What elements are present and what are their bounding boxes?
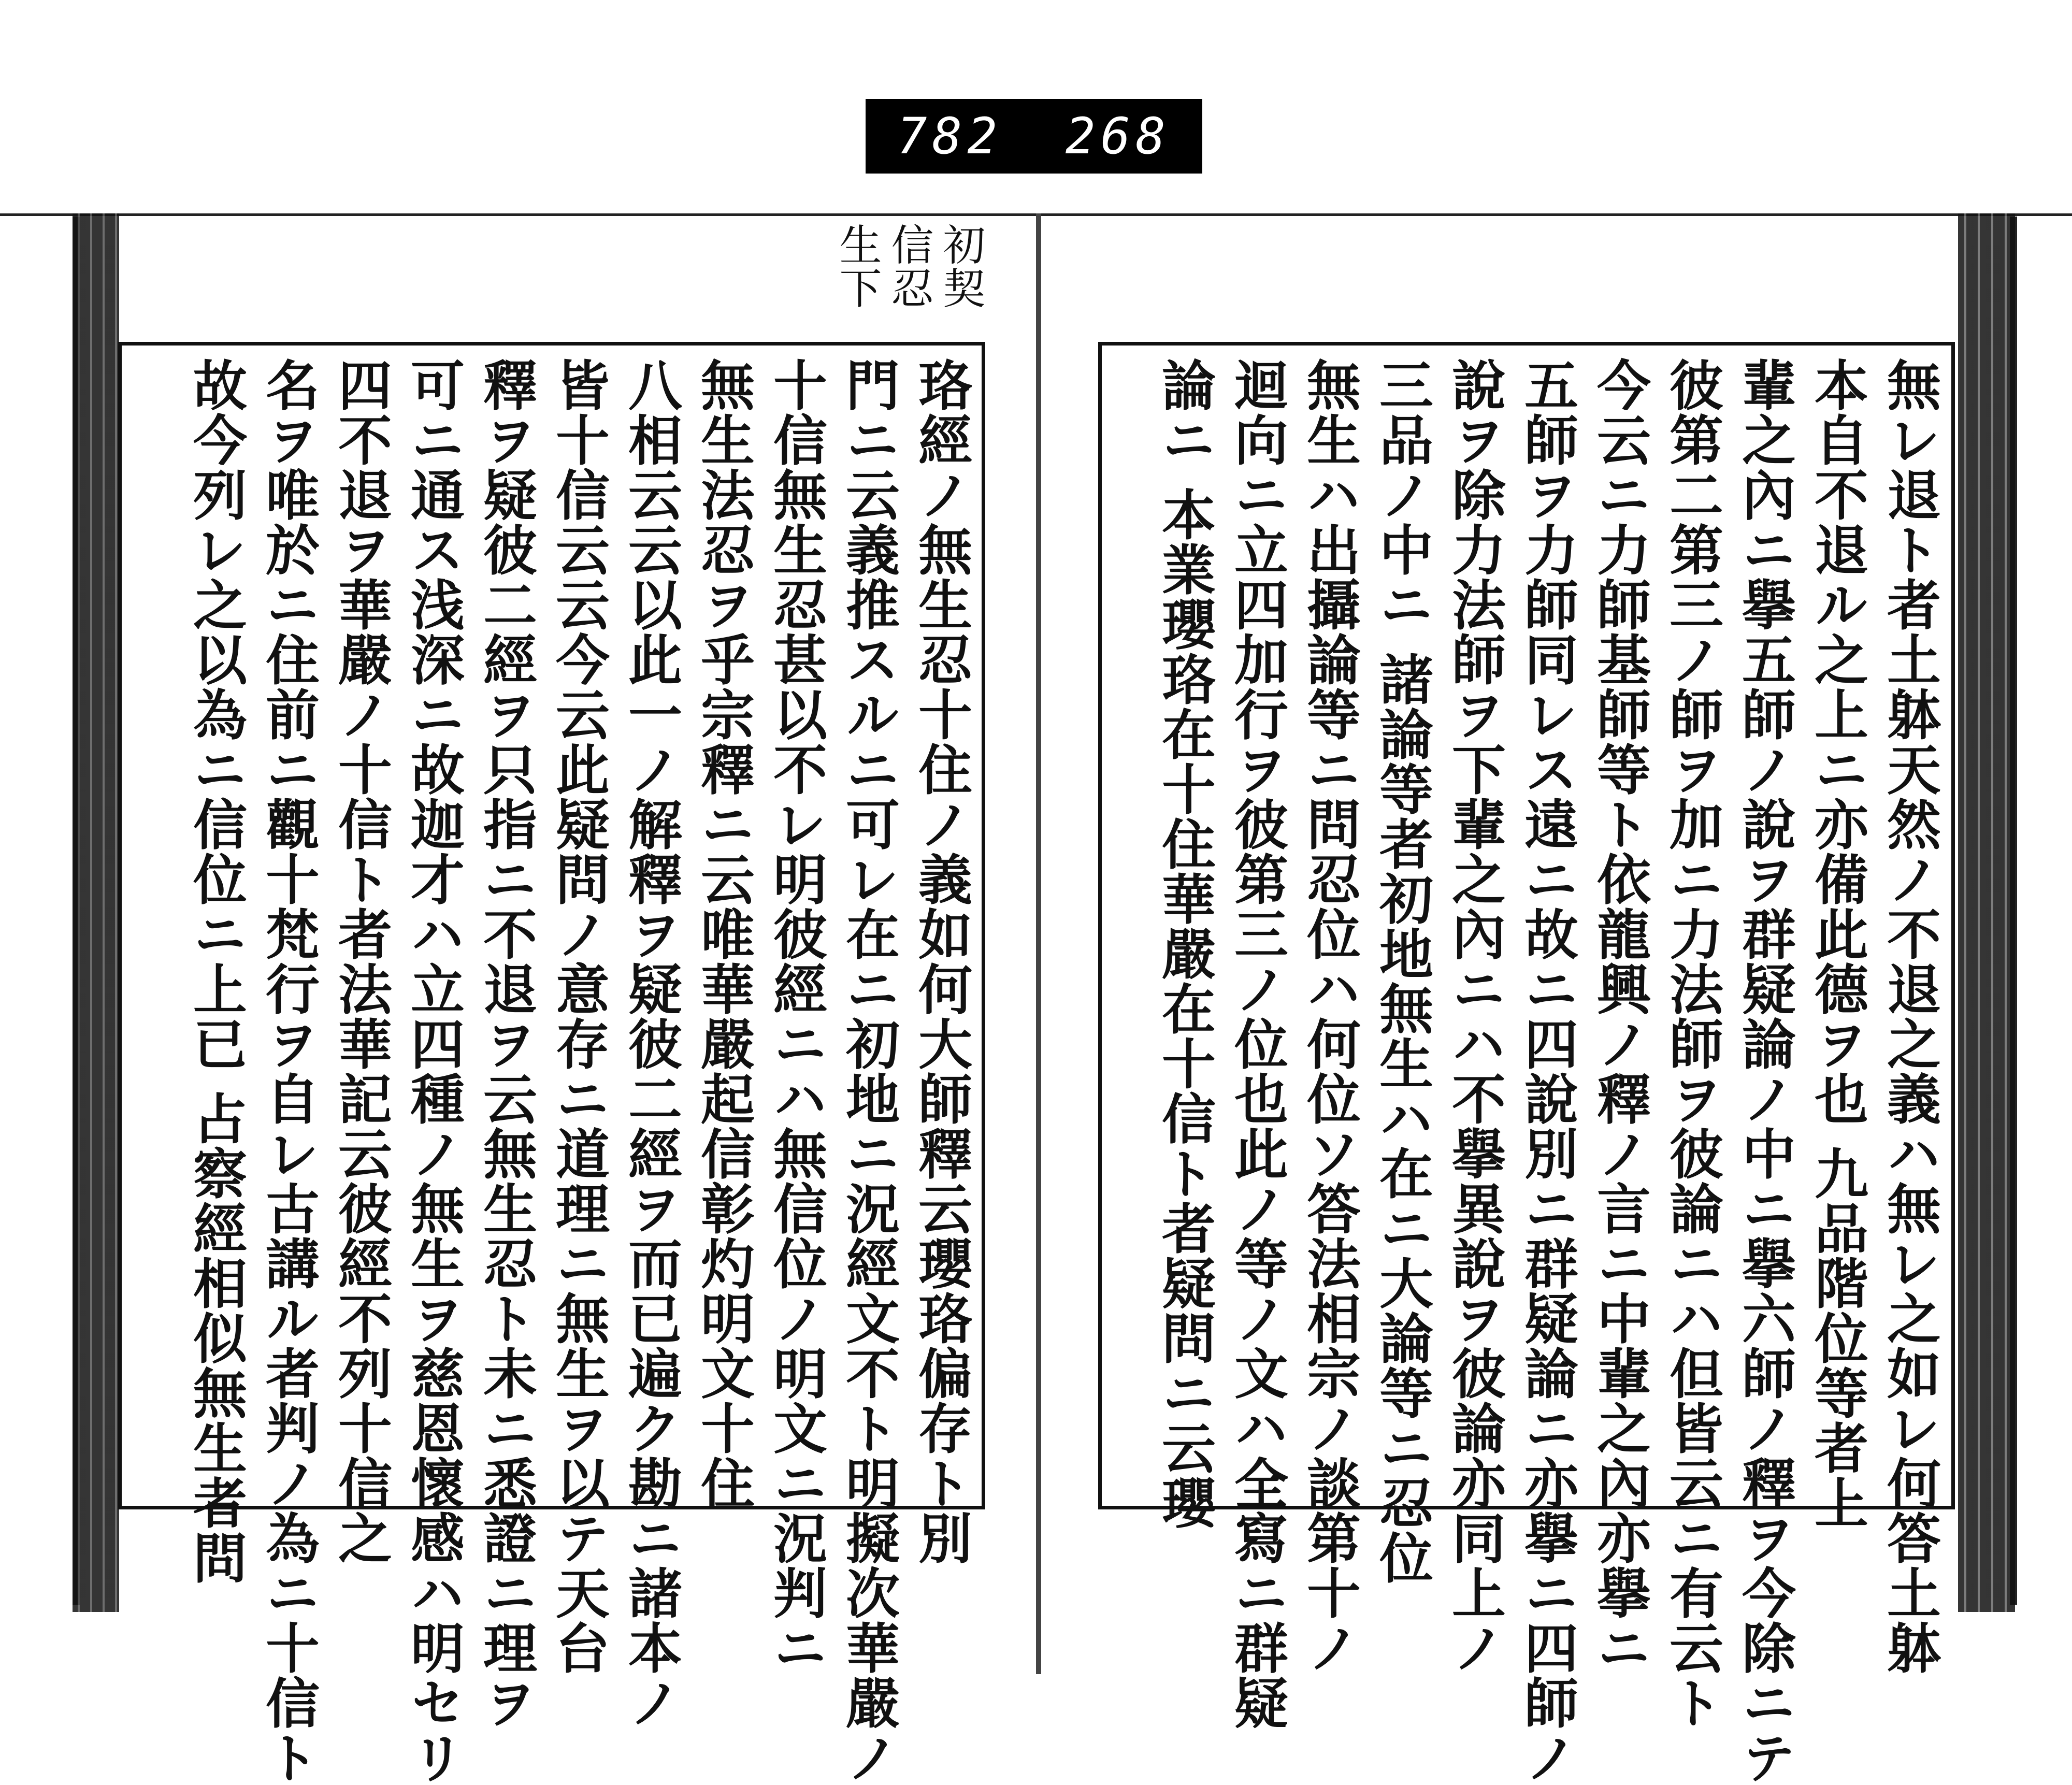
text-column: 迴向ニ立四加行ヲ彼第三ノ位也此ノ等ノ文ハ全寫ニ群疑 (1225, 357, 1289, 1730)
left-text-columns (155, 357, 974, 1785)
text-column: 名ヲ唯於ニ住前ニ觀十梵行ヲ自レ古講ル者判ノ為ニ十信ト (256, 357, 320, 1785)
frame-number-right: 268 (1065, 107, 1171, 165)
text-column: 無レ退ト者土躰天然ノ不退之義ハ無レ之如レ何答土躰 (1878, 357, 1941, 1675)
text-column: 三品ノ中ニ 諸論等者初地無生ハ在ニ大論等ニ忍位 (1370, 357, 1434, 1586)
text-column: 無生法忍ヲ乎宗釋ニ云唯華嚴起信彰灼明文十住 (692, 357, 755, 1510)
text-column: 說ヲ除力法師ヲ下輩之內ニハ不擧異說ヲ彼論亦同上ノ (1443, 357, 1506, 1675)
text-column: 輩之內ニ擧五師ノ說ヲ群疑論ノ中ニ擧六師ノ釋ヲ今除ニテ (1733, 357, 1796, 1785)
text-column: 今云ニ力師基師等ト依龍興ノ釋ノ言ニ中輩之內亦擧ニ (1588, 357, 1651, 1675)
head-note-line: 信忍 (884, 223, 933, 310)
text-column: 故今列レ之以為ニ信位ニ上已 占察經相似無生者問 (184, 357, 248, 1586)
text-column: 皆十信云云今云此疑問ノ意存ニ道理ニ無生ヲ以テ天台 (546, 357, 610, 1675)
text-column: 論ニ 本業瓔珞在十住華嚴在十信ト者疑問ニ云瓔 (1153, 357, 1216, 1531)
text-column: 十信無生忍甚以不レ明彼經ニハ無信位ノ明文ニ況判ニ (764, 357, 828, 1675)
text-column: 本自不退ル之上ニ亦備此德ヲ也 九品階位等者上 (1805, 357, 1869, 1531)
text-column: 可ニ通ス浅深ニ故迦才ハ立四種ノ無生ヲ慈恩懷感ハ明セリ (401, 357, 465, 1785)
text-column: 珞經ノ無生忍十住ノ義如何大師釋云瓔珞偏存ト別 (909, 357, 973, 1565)
text-column: 八相云云以此一ノ解釋ヲ疑彼二經ヲ而已遍ク勘ニ諸本ノ (619, 357, 683, 1730)
text-column: 門ニ云義推スルニ可レ在ニ初地ニ況經文不ト明擬次華嚴ノ (837, 357, 900, 1785)
text-column: 無生ハ出攝論等ニ問忍位ハ何位ソ答法相宗ノ談第十ノ (1298, 357, 1361, 1675)
left-page-edge (73, 213, 119, 1612)
head-note-line: 初契 (936, 223, 985, 310)
text-column: 五師ヲ力師同レス遠ニ故ニ四說別ニ群疑論ニ亦擧ニ四師ノ (1515, 357, 1579, 1785)
right-page-edge (1958, 213, 2015, 1612)
frame-number-left: 782 (897, 107, 1003, 165)
book-spine (1036, 213, 1041, 1674)
text-column: 釋ヲ疑彼二經ヲ只指ニ不退ヲ云無生忍ト未ニ悉證ニ理ヲ (474, 357, 538, 1730)
head-note-line: 生下 (832, 223, 882, 310)
head-note (832, 223, 985, 316)
text-column: 四不退ヲ華嚴ノ十信ト者法華記云彼經不列十信之 (329, 357, 393, 1565)
frame-label (866, 99, 1202, 174)
right-text-columns (1114, 357, 1942, 1785)
text-column: 彼第二第三ノ師ヲ加ニ力法師ヲ彼論ニハ但皆云ニ有云ト (1660, 357, 1724, 1730)
